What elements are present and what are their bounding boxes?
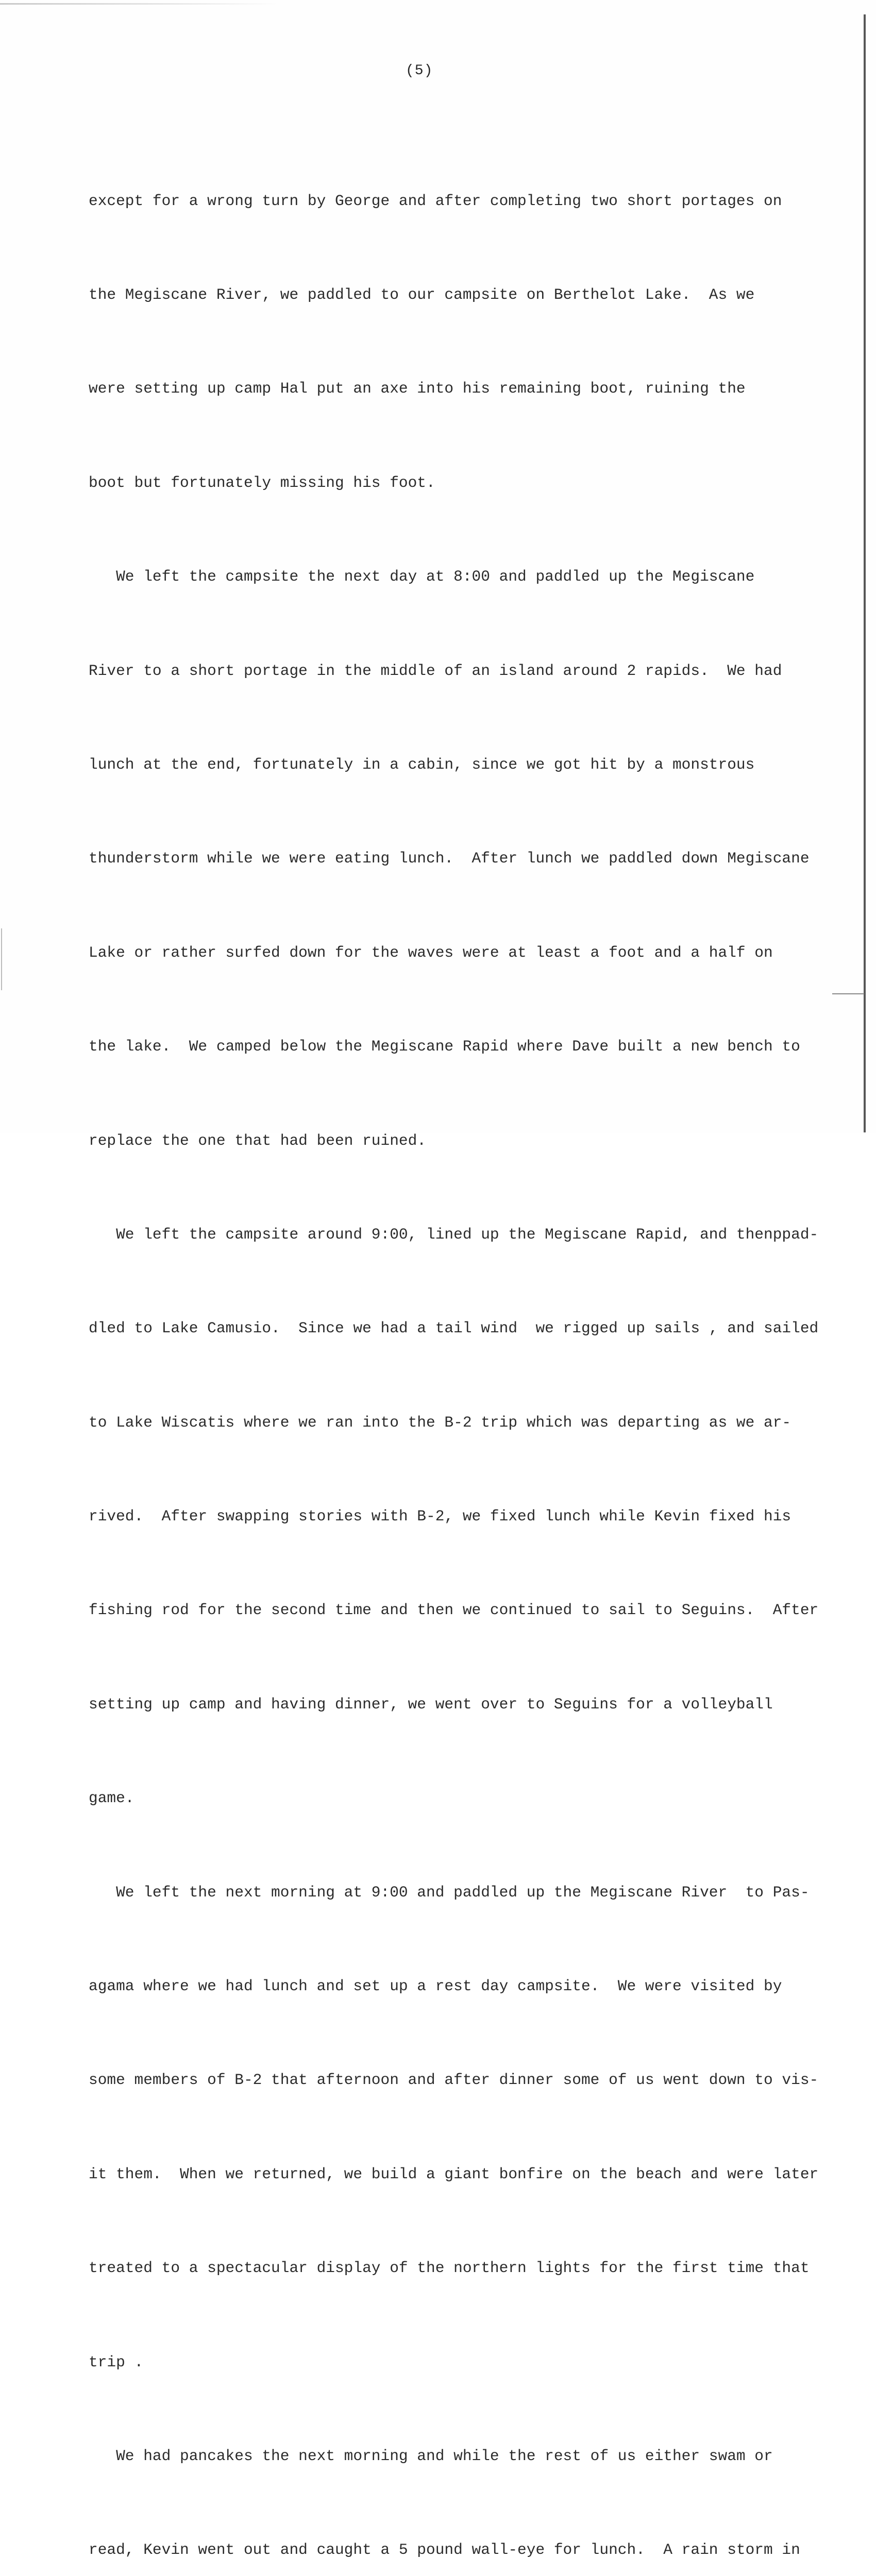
text-line: except for a wrong turn by George and after completing two short portages on: [89, 192, 782, 210]
scan-right-border: [864, 14, 866, 1132]
text-line: We left the campsite around 9:00, lined up the Megiscane Rapid, and thenppad-: [89, 1225, 819, 1243]
text-line: thunderstorm while we were eating lunch. After lunch we paddled down Megiscane: [89, 850, 810, 868]
text-line: rived. After swapping stories with B-2, we fixed lunch while Kevin fixed his: [89, 1507, 791, 1526]
text-line: game.: [89, 1789, 134, 1807]
scan-margin-mark: [832, 993, 864, 994]
text-line: to Lake Wiscatis where we ran into the B-2 trip which was departing as we ar-: [89, 1413, 791, 1431]
text-line: setting up camp and having dinner, we went over to Seguins for a volleyball: [89, 1695, 773, 1713]
scan-left-mark: [1, 928, 2, 990]
text-line: treated to a spectacular display of the northern lights for the first time that: [89, 2259, 810, 2277]
text-line: it them. When we returned, we build a giant bonfire on the beach and were later: [89, 2165, 819, 2183]
text-line: trip .: [89, 2353, 144, 2371]
body-text: [89, 123, 819, 2576]
text-line: We left the campsite the next day at 8:00 and paddled up the Megiscane: [89, 568, 755, 586]
text-line: lunch at the end, fortunately in a cabin, since we got hit by a monstrous: [89, 755, 755, 773]
page-number: (5): [406, 63, 433, 79]
text-line: We left the next morning at 9:00 and paddled up the Megiscane River to Pas-: [89, 1883, 810, 1901]
text-line: We had pancakes the next morning and while the rest of us either swam or: [89, 2447, 773, 2465]
text-line: River to a short portage in the middle of an island around 2 rapids. We had: [89, 662, 782, 680]
text-line: Lake or rather surfed down for the waves were at least a foot and a half on: [89, 943, 773, 961]
text-line: some members of B-2 that afternoon and after dinner some of us went down to vis-: [89, 2071, 819, 2089]
text-line: fishing rod for the second time and then we continued to sail to Seguins. After: [89, 1601, 819, 1619]
text-line: the Megiscane River, we paddled to our campsite on Berthelot Lake. As we: [89, 285, 755, 303]
text-line: agama where we had lunch and set up a rest day campsite. We were visited by: [89, 1977, 782, 1995]
text-line: the lake. We camped below the Megiscane Rapid where Dave built a new bench to: [89, 1038, 800, 1056]
text-line: dled to Lake Camusio. Since we had a tail wind we rigged up sails , and sailed: [89, 1319, 819, 1337]
text-line: boot but fortunately missing his foot.: [89, 473, 435, 492]
text-line: read, Kevin went out and caught a 5 pound wall-eye for lunch. A rain storm in: [89, 2541, 800, 2559]
scan-edge-mark: [0, 3, 278, 5]
text-line: replace the one that had been ruined.: [89, 1131, 427, 1149]
text-line: were setting up camp Hal put an axe into his remaining boot, ruining the: [89, 380, 746, 398]
